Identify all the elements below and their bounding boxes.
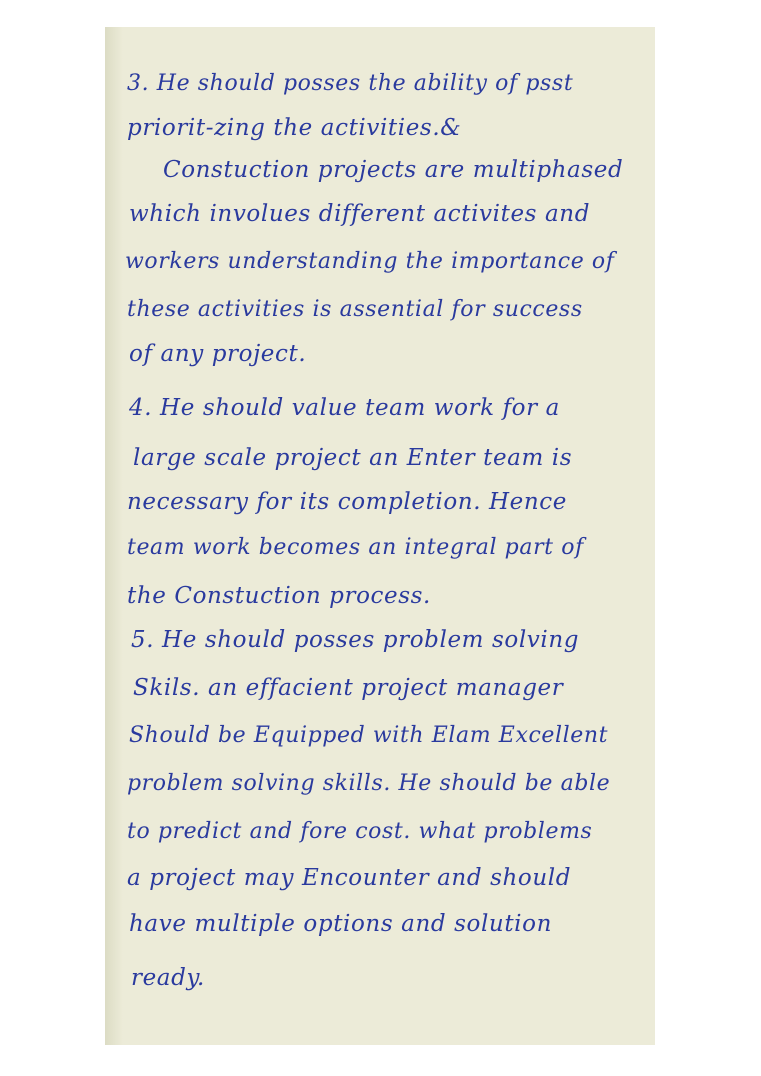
line-6: these activities is assential for success: [127, 297, 583, 322]
line-12: the Constuction process.: [127, 583, 431, 609]
line-14: Skils. an effacient project manager: [133, 675, 564, 701]
line-2: priorit-zing the activities.&: [127, 115, 462, 141]
line-16: problem solving skills. He should be able: [127, 771, 611, 796]
line-4: which involues different activites and: [129, 201, 591, 227]
line-15: Should be Equipped with Elam Excellent: [129, 723, 609, 748]
handwritten-text: [105, 27, 655, 1045]
line-3: Constuction projects are multiphased: [163, 157, 624, 183]
line-9: large scale project an Enter team is: [133, 445, 573, 471]
line-8: 4. He should value team work for a: [129, 395, 560, 421]
line-19: have multiple options and solution: [129, 911, 553, 937]
line-10: necessary for its completion. Hence: [127, 489, 567, 515]
line-7: of any project.: [129, 341, 307, 367]
line-13: 5. He should posses problem solving: [131, 627, 580, 653]
line-20: ready.: [131, 965, 205, 991]
line-11: team work becomes an integral part of: [127, 535, 584, 560]
line-1: 3. He should posses the ability of psst: [127, 71, 574, 96]
line-17: to predict and fore cost. what problems: [127, 819, 593, 844]
notebook-page: [105, 27, 655, 1045]
line-5: workers understanding the importance of: [125, 249, 615, 274]
line-18: a project may Encounter and should: [127, 865, 572, 891]
